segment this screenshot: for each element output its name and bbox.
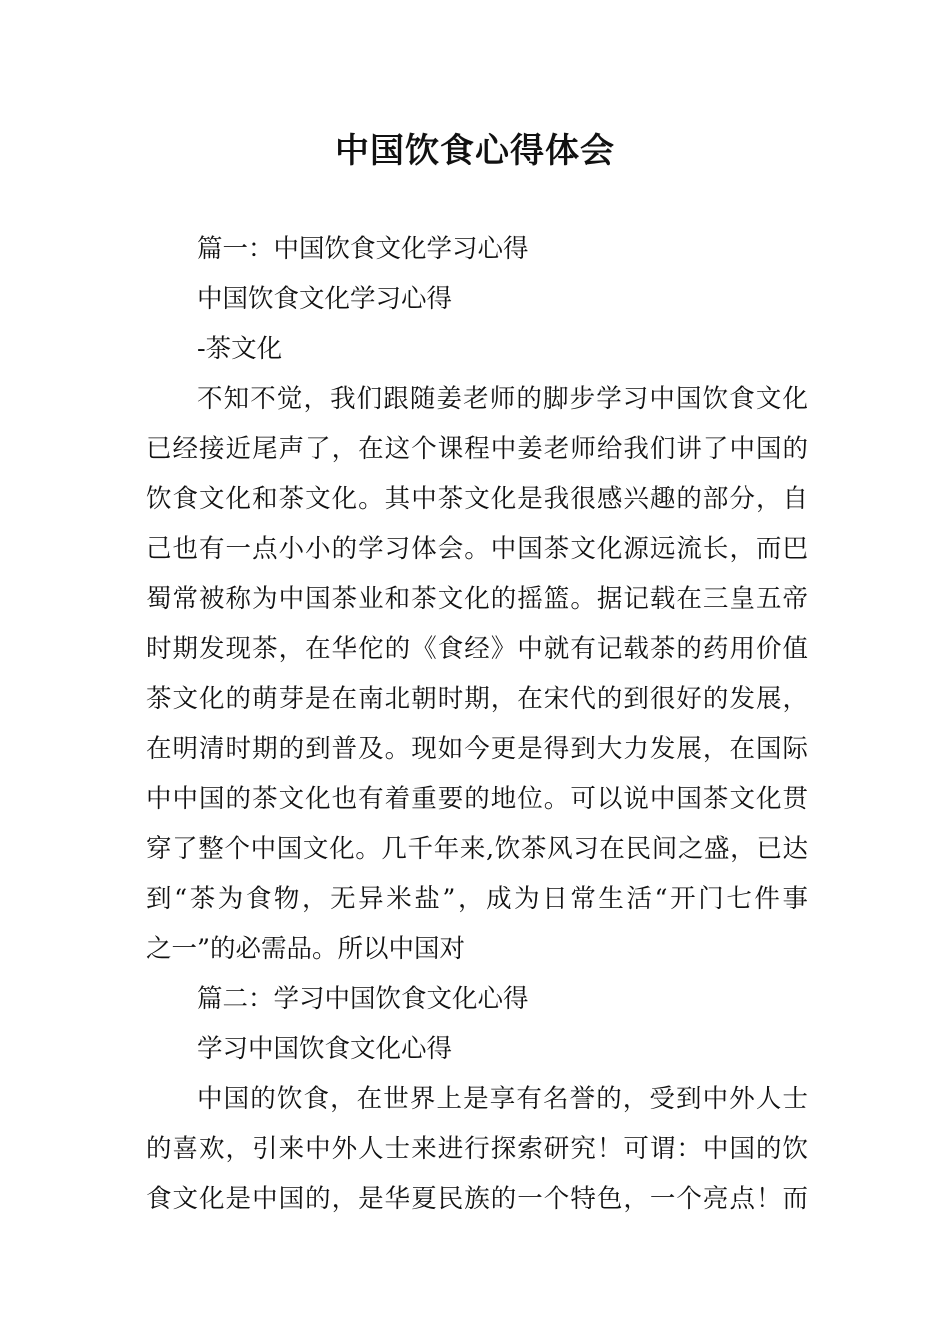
paragraph-line: 在明清时期的到普及。现如今更是得到大力发展，在国际 [146,734,808,764]
section-heading-1: 篇一：中国饮食文化学习心得 [197,234,529,264]
document-title: 中国饮食心得体会 [335,131,615,171]
paragraph-line: 茶文化的萌芽是在南北朝时期，在宋代的到很好的发展， [146,684,808,714]
paragraph-line: 穿了整个中国文化。几千年来,饮茶风习在民间之盛，已达 [146,834,808,864]
paragraph-line: 蜀常被称为中国茶业和茶文化的摇篮。据记载在三皇五帝 [146,584,808,614]
paragraph-line: 不知不觉，我们跟随姜老师的脚步学习中国饮食文化 [197,384,808,414]
paragraph-line: 中国的饮食，在世界上是享有名誉的，受到中外人士 [197,1084,808,1114]
paragraph-line: 食文化是中国的，是华夏民族的一个特色，一个亮点！而 [146,1184,808,1214]
document-body [146,224,808,1224]
section-subtitle-suffix-1: -茶文化 [197,334,283,364]
section-subtitle-1: 中国饮食文化学习心得 [197,284,453,314]
paragraph-line: 的喜欢，引来中外人士来进行探索研究！可谓：中国的饮 [146,1134,808,1164]
paragraph-line: 饮食文化和茶文化。其中茶文化是我很感兴趣的部分，自 [146,484,808,514]
section-subtitle-2: 学习中国饮食文化心得 [197,1034,453,1064]
paragraph-line: 已经接近尾声了，在这个课程中姜老师给我们讲了中国的 [146,434,808,464]
paragraph-line: 中中国的茶文化也有着重要的地位。可以说中国茶文化贯 [146,784,808,814]
paragraph-line: 时期发现茶，在华佗的《食经》中就有记载茶的药用价值 [146,634,808,664]
paragraph-line: 到“茶为食物，无异米盐”，成为日常生活“开门七件事 [146,884,808,914]
paragraph-line: 己也有一点小小的学习体会。中国茶文化源远流长，而巴 [146,534,808,564]
section-heading-2: 篇二：学习中国饮食文化心得 [197,984,529,1014]
paragraph-line: 之一”的必需品。所以中国对 [146,934,466,964]
